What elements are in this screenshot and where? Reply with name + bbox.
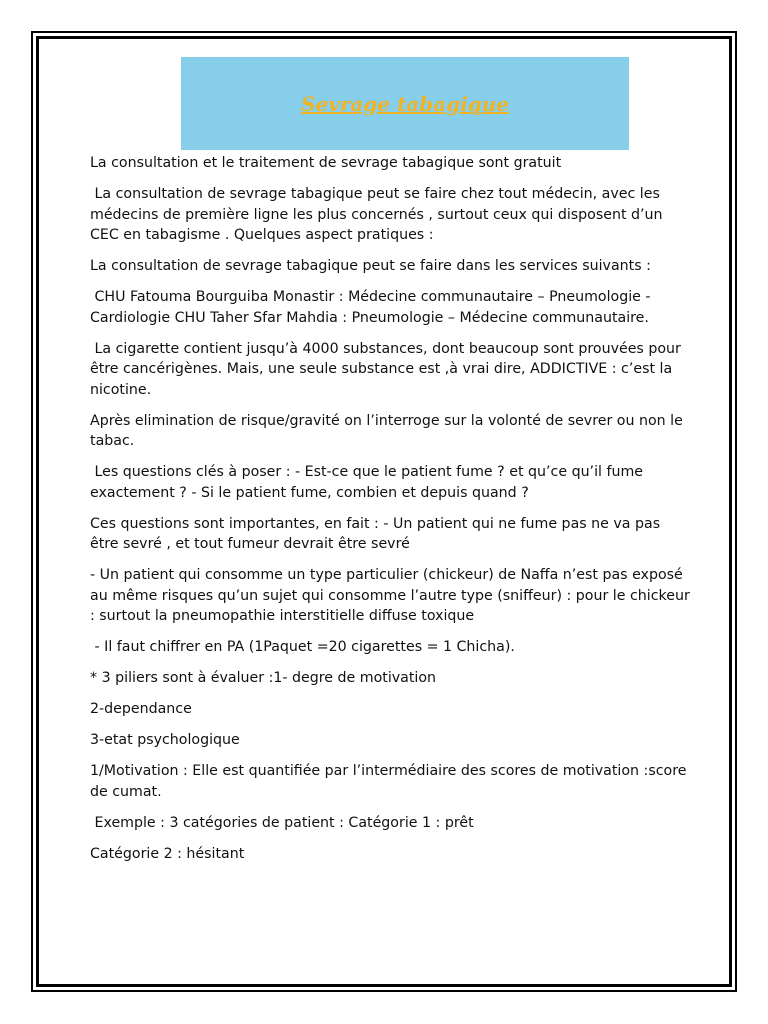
paragraph: CHU Fatouma Bourguiba Monastir : Médecine communautaire – Pneumologie -Cardiologie CHU Taher Sfar Mahdia : Pneumologie – Médecine communautaire.: [90, 289, 651, 326]
paragraph: - Un patient qui consomme un type particulier (chickeur) de Naffa n’est pas exposé au même risques qu’un sujet qui consomme l’autre type (sniffeur) : pour le chickeur : surtout la pneumopathie interstitielle diffuse toxique: [90, 567, 695, 624]
paragraph: Les questions clés à poser : - Est-ce que le patient fume ? et qu’ce qu’il fume exactement ? - Si le patient fume, combien et depuis quand ?: [90, 464, 648, 501]
paragraph: La consultation de sevrage tabagique peut se faire chez tout médecin, avec les médecins de première ligne les plus concernés , surtout ceux qui disposent d’un CEC en tabagisme . Quelques aspect pratiques :: [90, 186, 668, 243]
paragraph: 1/Motivation : Elle est quantifiée par l’intermédiaire des scores de motivation :score de cumat.: [90, 763, 691, 800]
document-title: Sevrage tabagique: [301, 91, 509, 116]
title-banner: [181, 57, 629, 150]
paragraph: Exemple : 3 catégories de patient : Catégorie 1 : prêt: [90, 814, 474, 831]
paragraph: Ces questions sont importantes, en fait : - Un patient qui ne fume pas ne va pas être sevré , et tout fumeur devrait être sevré: [90, 515, 665, 552]
paragraph: 2-dependance: [90, 701, 192, 717]
paragraph: La consultation et le traitement de sevrage tabagique sont gratuit: [90, 155, 562, 171]
paragraph: La consultation de sevrage tabagique peut se faire dans les services suivants :: [90, 258, 651, 274]
paragraph: Après elimination de risque/gravité on l’interroge sur la volonté de sevrer ou non le tabac.: [90, 412, 688, 449]
paragraph: La cigarette contient jusqu’à 4000 substances, dont beaucoup sont prouvées pour être cancérigènes. Mais, une seule substance est ,à vrai dire, ADDICTIVE : c’est la nicotine.: [90, 340, 686, 398]
paragraph: Catégorie 2 : hésitant: [90, 845, 245, 862]
paragraph: * 3 piliers sont à évaluer :1- degre de motivation: [90, 670, 437, 686]
document-body: [90, 153, 695, 875]
paragraph: - Il faut chiffrer en PA (1Paquet =20 cigarettes = 1 Chicha).: [90, 639, 515, 655]
paragraph: 3-etat psychologique: [90, 732, 240, 748]
